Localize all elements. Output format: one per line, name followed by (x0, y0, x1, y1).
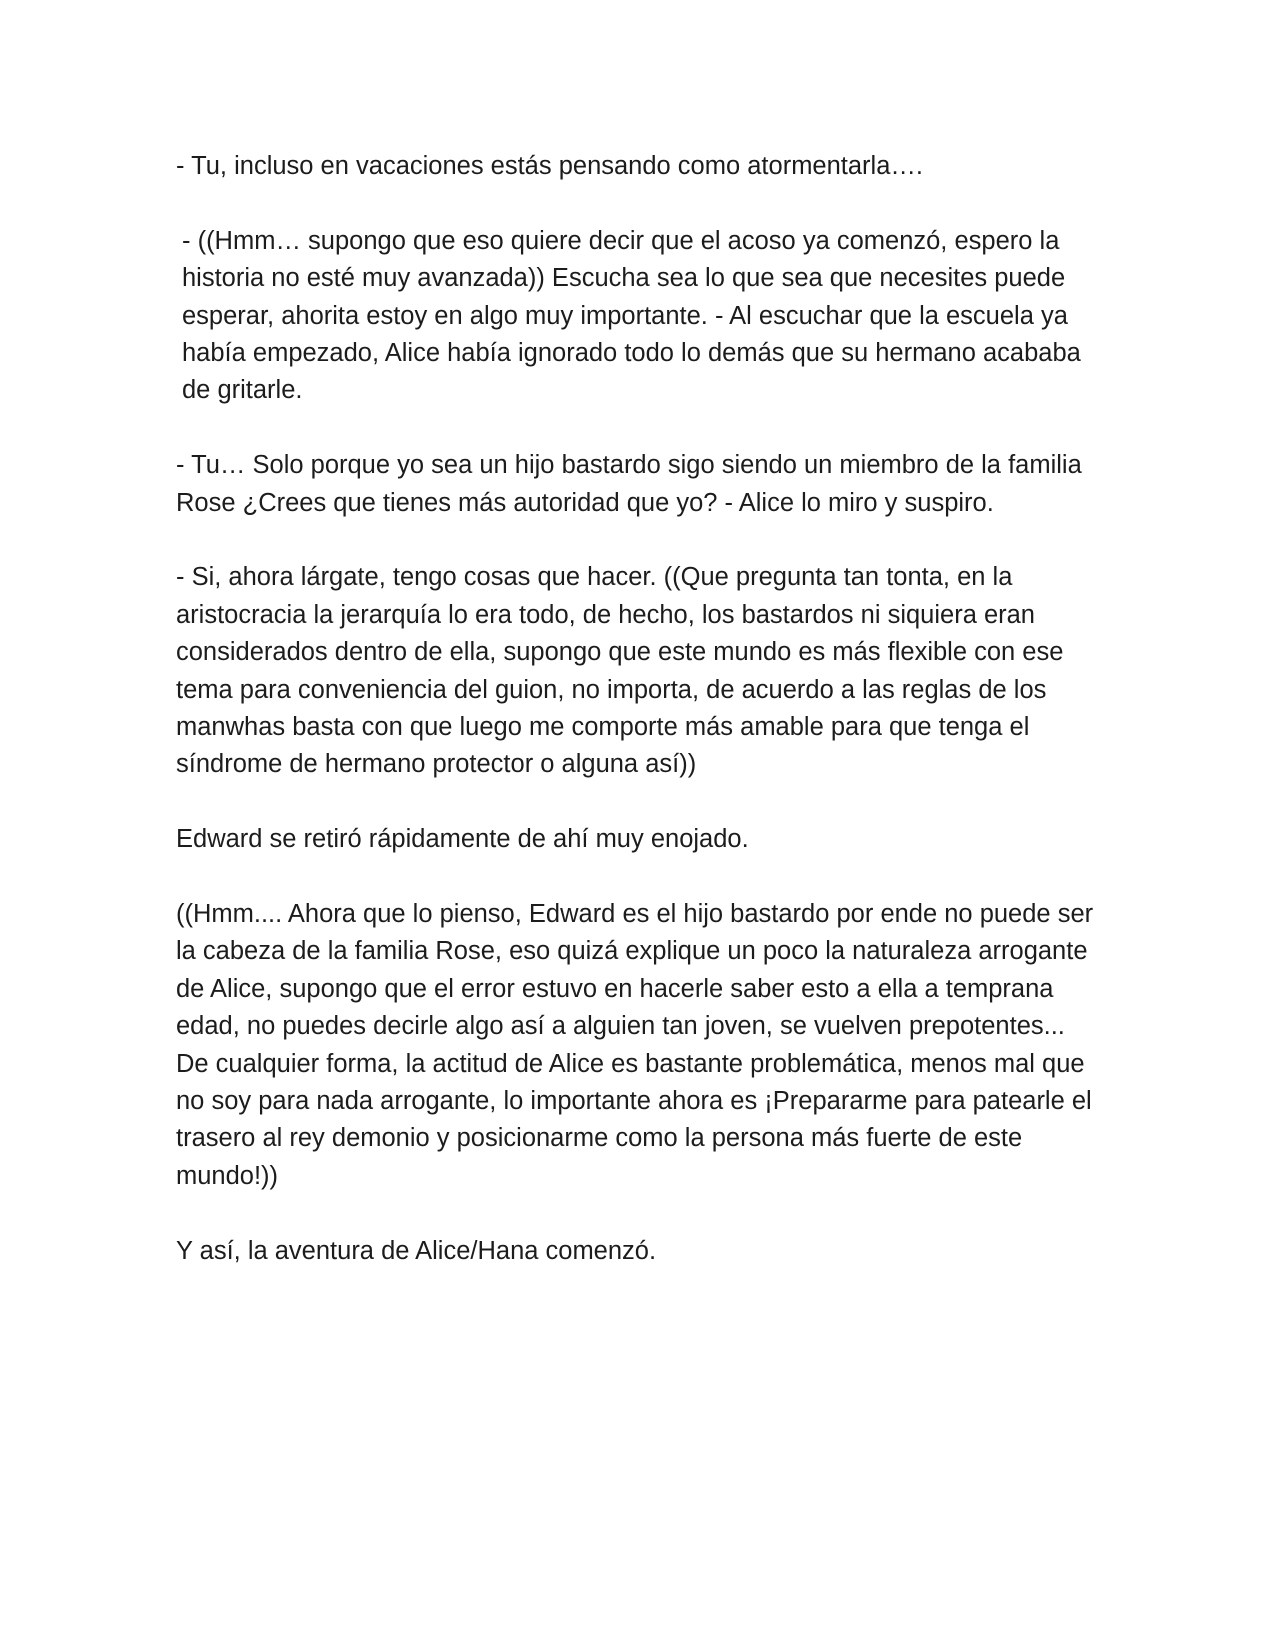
paragraph-4: - Si, ahora lárgate, tengo cosas que hacer. ((Que pregunta tan tonta, en la aristocracia la jerarquía lo era todo, de hecho, los bastardos ni siquiera eran considerados dentro de ella, supongo que este mundo es más flexible con ese tema para conveniencia del guion, no importa, de acuerdo a las reglas de los manwhas basta con que luego me comporte más amable para que tenga el síndrome de hermano protector o alguna así)) (176, 563, 1064, 779)
paragraph-1: - Tu, incluso en vacaciones estás pensando como atormentarla…. (176, 152, 923, 180)
document-body (176, 148, 1096, 1307)
paragraph-6: ((Hmm.... Ahora que lo pienso, Edward es el hijo bastardo por ende no puede ser la cabeza de la familia Rose, eso quizá explique un poco la naturaleza arrogante de Alice, supongo que el error estuvo en hacerle saber esto a ella a temprana edad, no puedes decirle algo así a alguien tan joven, se vuelven prepotentes... De cualquier forma, la actitud de Alice es bastante problemática, menos mal que no soy para nada arrogante, lo importante ahora es ¡Prepararme para patearle el trasero al rey demonio y posicionarme como la persona más fuerte de este mundo!)) (176, 900, 1094, 1190)
paragraph-5: Edward se retiró rápidamente de ahí muy enojado. (176, 825, 749, 854)
paragraph-3: - Tu… Solo porque yo sea un hijo bastardo sigo siendo un miembro de la familia Rose ¿Crees que tienes más autoridad que yo? - Alice lo miro y suspiro. (176, 451, 1082, 517)
paragraph-2: - ((Hmm… supongo que eso quiere decir que el acoso ya comenzó, espero la historia no esté muy avanzada)) Escucha sea lo que sea que necesites puede esperar, ahorita estoy en algo muy importante. - Al escuchar que la escuela ya había empezado, Alice había ignorado todo lo demás que su hermano acababa de gritarle. (182, 226, 1081, 405)
paragraph-7: Y así, la aventura de Alice/Hana comenzó. (176, 1236, 657, 1265)
